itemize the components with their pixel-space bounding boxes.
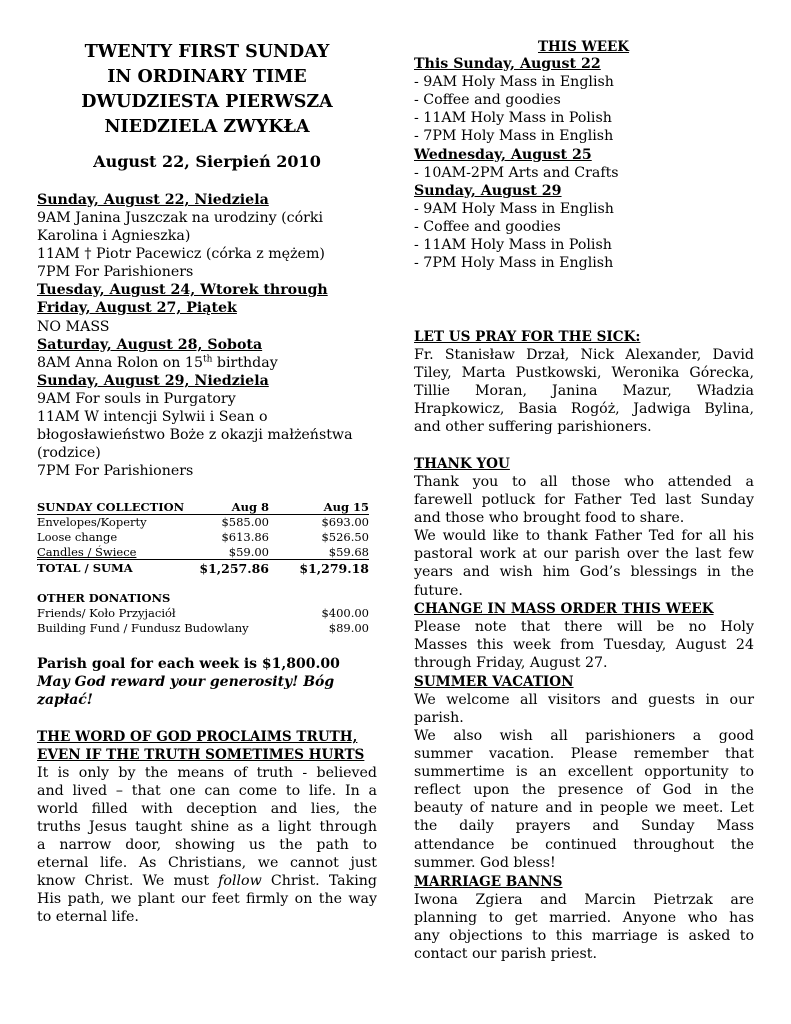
- schedule-heading: Sunday, August 22, Niedziela: [37, 192, 269, 208]
- word-text: a narrow door, showing us the path to: [37, 837, 377, 853]
- word-text-part: know Christ. We must: [37, 873, 219, 889]
- word-heading: THE WORD OF GOD PROCLAIMS TRUTH,: [37, 729, 358, 745]
- week-item: - 11AM Holy Mass in Polish: [414, 237, 612, 253]
- word-heading: EVEN IF THE TRUTH SOMETIMES HURTS: [37, 747, 365, 763]
- word-text: to eternal life.: [37, 909, 139, 925]
- donation-amount: $89.00: [328, 621, 369, 635]
- schedule-line: 9AM Janina Juszczak na urodziny (córki: [37, 210, 324, 226]
- word-text: His path, we plant our feet firmly on the way: [37, 891, 377, 907]
- change-text: Masses this week from Tuesday, August 24: [414, 637, 754, 653]
- change-text: through Friday, August 27.: [414, 655, 608, 671]
- collection-value: $585.00: [221, 515, 269, 529]
- schedule-heading: Friday, August 27, Piątek: [37, 300, 237, 316]
- schedule-text: birthday: [212, 355, 278, 371]
- collection-col-aug15: Aug 15: [323, 500, 369, 514]
- vacation-text: beauty of nature and in people we meet. Let: [414, 800, 754, 816]
- schedule-line: [37, 354, 278, 372]
- schedule-text: 8AM Anna Rolon on 15: [37, 355, 203, 371]
- collection-header: SUNDAY COLLECTION: [37, 500, 185, 514]
- goal-blessing: zapłać!: [37, 692, 93, 708]
- week-item: - 10AM-2PM Arts and Crafts: [414, 165, 619, 181]
- this-week-header: THIS WEEK: [538, 39, 630, 55]
- week-item: - 9AM Holy Mass in English: [414, 201, 614, 217]
- collection-value: $526.50: [321, 530, 369, 544]
- schedule-line: (rodzice): [37, 445, 101, 461]
- week-item: - 11AM Holy Mass in Polish: [414, 110, 612, 126]
- donation-label: Building Fund / Fundusz Budowlany: [37, 621, 249, 635]
- week-day-heading: Sunday, August 29: [414, 183, 562, 199]
- thanks-text: We would like to thank Father Ted for all his: [414, 528, 754, 544]
- collection-header-row: [37, 500, 369, 515]
- change-heading: CHANGE IN MASS ORDER THIS WEEK: [414, 601, 714, 617]
- week-item: - 7PM Holy Mass in English: [414, 255, 614, 271]
- sick-text: Tiley, Marta Pustkowski, Weronika Górecka,: [414, 365, 754, 381]
- thanks-text: years and wish him God’s blessings in the: [414, 564, 754, 580]
- collection-value: $613.86: [221, 530, 269, 544]
- collection-total-value: $1,257.86: [199, 561, 269, 576]
- collection-label: Envelopes/Koperty: [37, 515, 147, 529]
- thanks-text: future.: [414, 583, 463, 599]
- collection-value: $59.00: [228, 545, 269, 559]
- week-item: - 9AM Holy Mass in English: [414, 74, 614, 90]
- parish-goal: Parish goal for each week is $1,800.00: [37, 656, 340, 672]
- vacation-heading: SUMMER VACATION: [414, 674, 574, 690]
- schedule-line: Karolina i Agnieszka): [37, 228, 191, 244]
- week-day-heading: Wednesday, August 25: [414, 147, 592, 163]
- vacation-text: summertime is an excellent opportunity to: [414, 764, 754, 780]
- vacation-text: summer vacation. Please remember that: [414, 746, 754, 762]
- word-text: world filled with deception and lies, the: [37, 801, 377, 817]
- collection-total-value: $1,279.18: [299, 561, 369, 576]
- vacation-text: We welcome all visitors and guests in our: [414, 692, 754, 708]
- schedule-line: 7PM For Parishioners: [37, 463, 194, 479]
- collection-total-label: TOTAL / SUMA: [37, 561, 133, 575]
- vacation-text: parish.: [414, 710, 464, 726]
- vacation-text: We also wish all parishioners a good: [414, 728, 754, 744]
- bulletin-title: [37, 40, 377, 140]
- title-line: IN ORDINARY TIME: [107, 67, 307, 87]
- schedule-line: 7PM For Parishioners: [37, 264, 194, 280]
- word-text: [37, 872, 377, 890]
- goal-blessing: May God reward your generosity! Bóg: [37, 674, 335, 690]
- change-text: Please note that there will be no Holy: [414, 619, 754, 635]
- collection-label: Loose change: [37, 530, 118, 544]
- sick-heading: LET US PRAY FOR THE SICK:: [414, 329, 641, 345]
- schedule-line: 9AM For souls in Purgatory: [37, 391, 236, 407]
- ordinal-suffix: th: [203, 354, 213, 365]
- vacation-text: reflect upon the presence of God in the: [414, 782, 754, 798]
- sick-text: Tillie Moran, Janina Mazur, Władzia: [414, 383, 754, 399]
- thanks-text: and those who brought food to share.: [414, 510, 685, 526]
- week-item: - Coffee and goodies: [414, 219, 561, 235]
- schedule-heading: Sunday, August 29, Niedziela: [37, 373, 269, 389]
- collection-value: $59.68: [328, 545, 369, 559]
- word-text: It is only by the means of truth - believed: [37, 765, 377, 781]
- vacation-text: attendance be continued throughout the: [414, 837, 754, 853]
- sick-text: Hrapkowicz, Basia Rogóż, Jadwiga Bylina,: [414, 401, 754, 417]
- banns-text: planning to get married. Anyone who has: [414, 910, 754, 926]
- vacation-text: summer. God bless!: [414, 855, 556, 871]
- title-line: NIEDZIELA ZWYKŁA: [104, 117, 310, 137]
- collection-row: [37, 545, 369, 560]
- collection-value: $693.00: [321, 515, 369, 529]
- donations-header-text: OTHER DONATIONS: [37, 591, 171, 605]
- thanks-text: farewell potluck for Father Ted last Sunday: [414, 492, 754, 508]
- donation-amount: $400.00: [321, 606, 369, 620]
- collection-label: Candles / Świece: [37, 545, 137, 559]
- title-line: DWUDZIESTA PIERWSZA: [81, 92, 333, 112]
- word-emphasis: follow: [218, 873, 262, 889]
- word-text-part: Christ. Taking: [261, 873, 377, 889]
- week-item: - 7PM Holy Mass in English: [414, 128, 614, 144]
- schedule-line: NO MASS: [37, 319, 110, 335]
- schedule-line: błogosławieństwo Boże z okazji małżeństwa: [37, 427, 353, 443]
- word-text: and lived – that one can come to life. In a: [37, 783, 377, 799]
- week-day-heading: This Sunday, August 22: [414, 56, 601, 72]
- schedule-line: 11AM W intencji Sylwii i Sean o: [37, 409, 268, 425]
- donation-label: Friends/ Koło Przyjaciół: [37, 606, 176, 620]
- collection-col-aug8: Aug 8: [231, 500, 269, 514]
- sick-text: and other suffering parishioners.: [414, 419, 652, 435]
- bulletin-date: August 22, Sierpień 2010: [93, 152, 321, 171]
- banns-text: Iwona Zgiera and Marcin Pietrzak are: [414, 892, 754, 908]
- word-text: truths Jesus taught shine as a light through: [37, 819, 377, 835]
- thanks-heading: THANK YOU: [414, 456, 510, 472]
- word-text: eternal life. As Christians, we cannot just: [37, 855, 377, 871]
- schedule-heading: Saturday, August 28, Sobota: [37, 337, 263, 353]
- thanks-text: pastoral work at our parish over the last few: [414, 546, 754, 562]
- banns-text: contact our parish priest.: [414, 946, 597, 962]
- schedule-heading: Tuesday, August 24, Wtorek through: [37, 282, 328, 298]
- sick-text: Fr. Stanisław Drzał, Nick Alexander, David: [414, 347, 754, 363]
- title-line: TWENTY FIRST SUNDAY: [84, 42, 330, 62]
- thanks-text: Thank you to all those who attended a: [414, 474, 754, 490]
- week-item: - Coffee and goodies: [414, 92, 561, 108]
- vacation-text: the daily prayers and Sunday Mass: [414, 818, 754, 834]
- schedule-line: 11AM † Piotr Pacewicz (córka z mężem): [37, 246, 325, 262]
- banns-text: any objections to this marriage is asked to: [414, 928, 754, 944]
- banns-heading: MARRIAGE BANNS: [414, 874, 563, 890]
